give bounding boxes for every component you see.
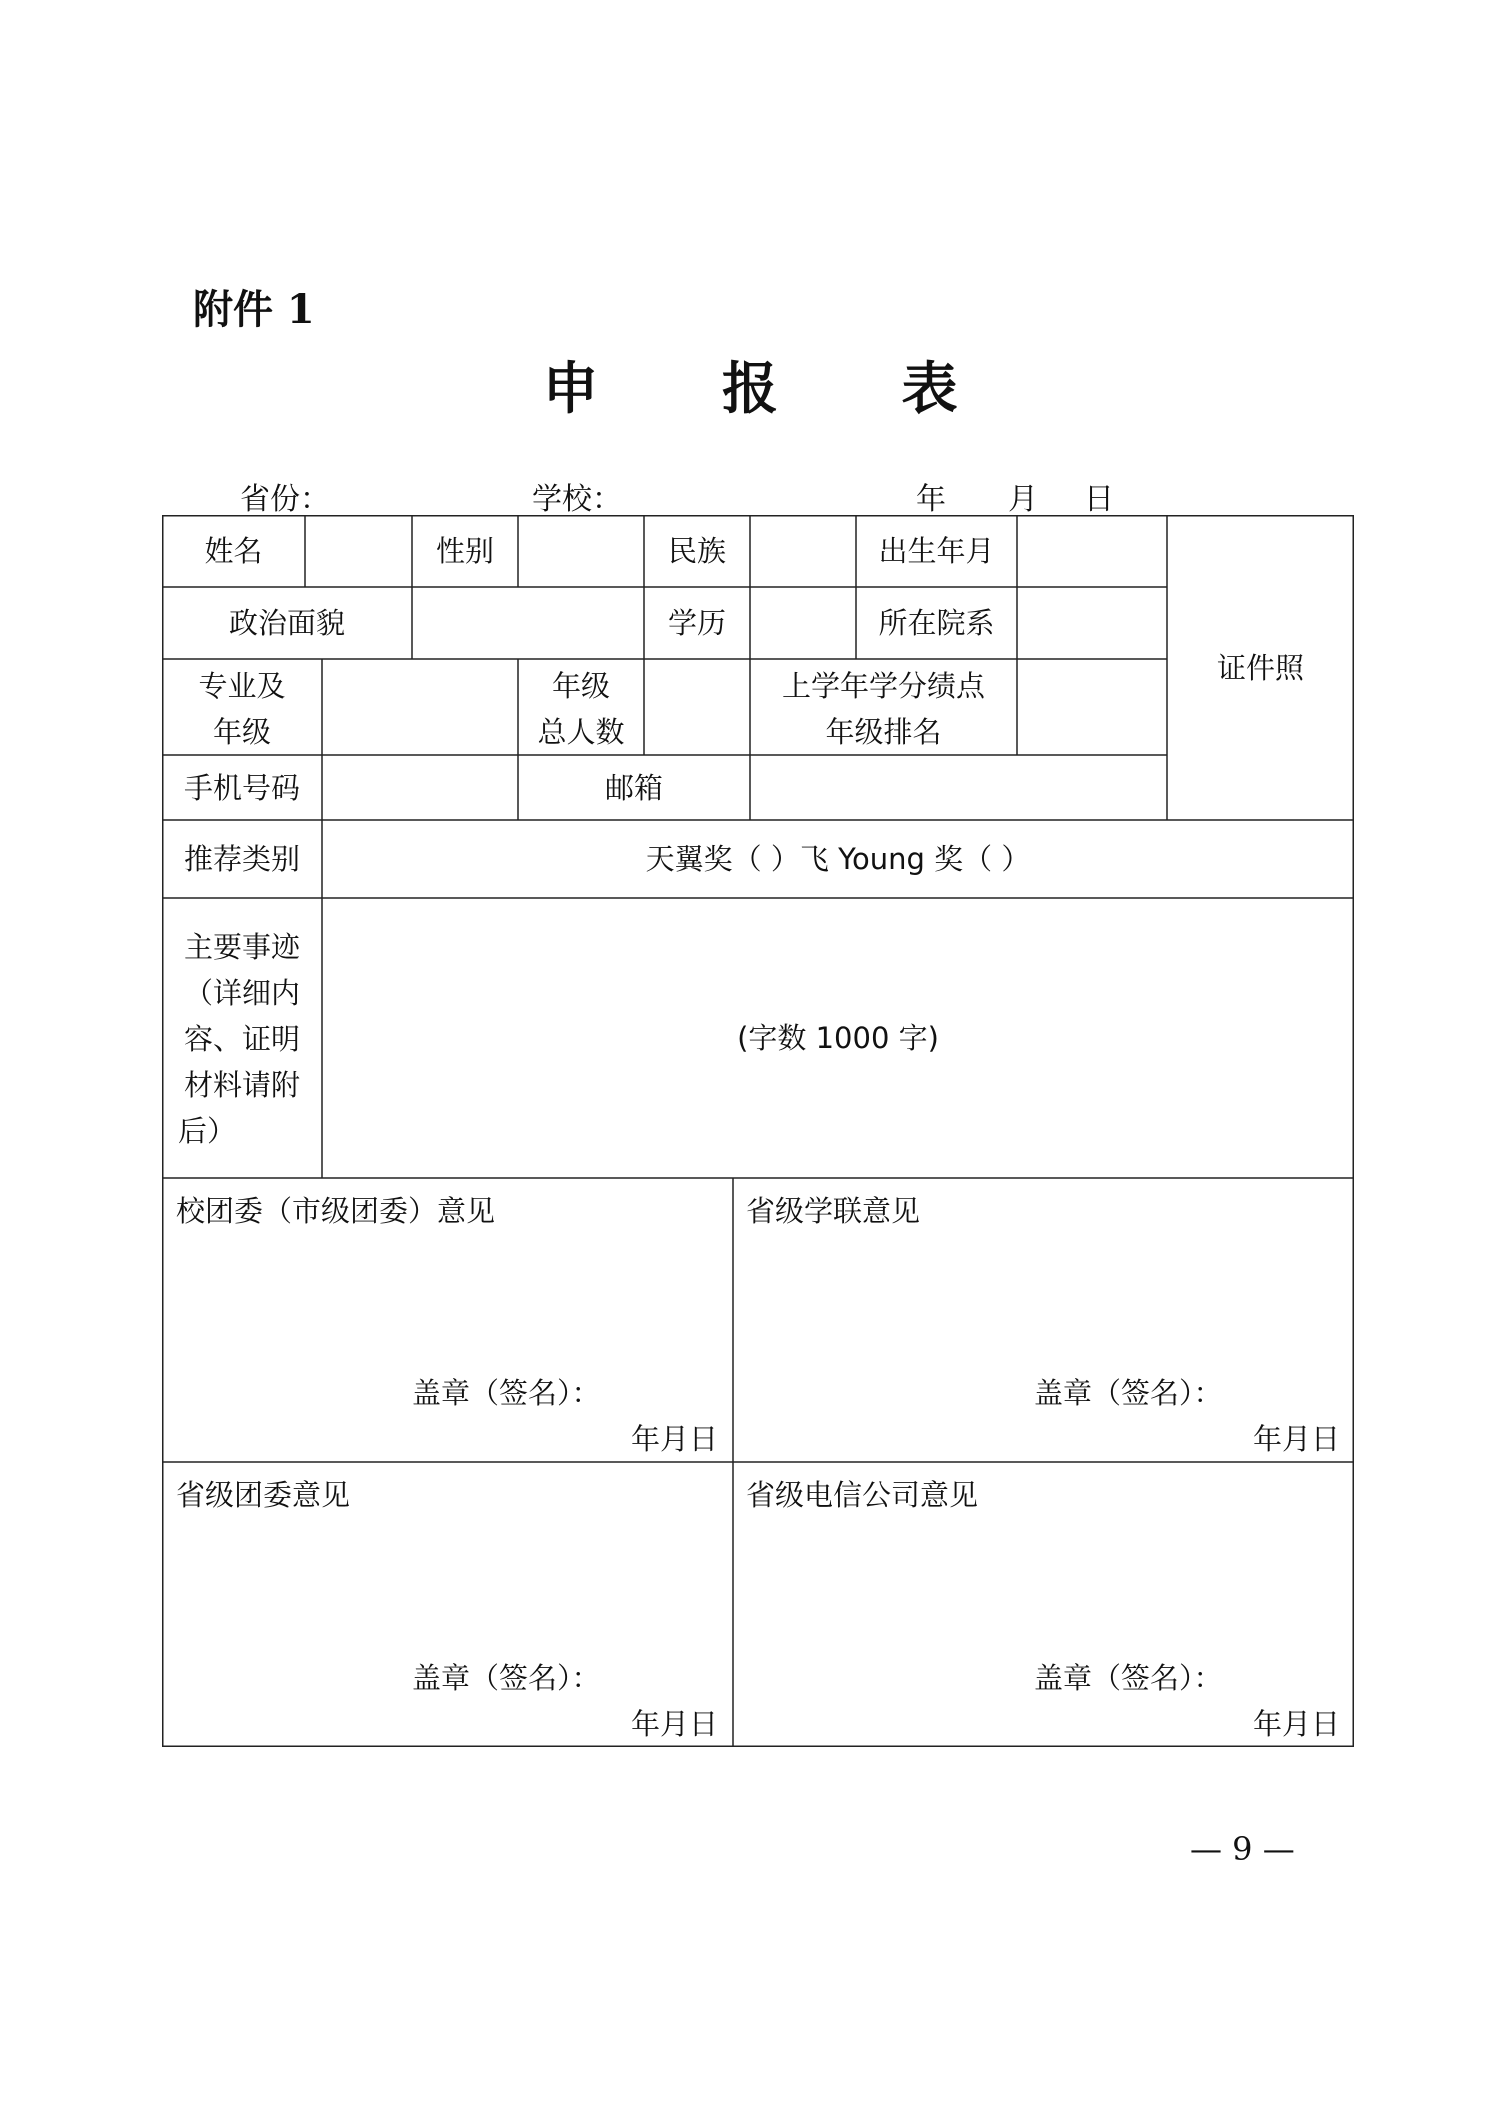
page-number: — 9 — [1190, 1830, 1295, 1868]
date-label: 年月日 [1252, 1422, 1340, 1456]
attachment-label: 附件 1 [193, 286, 315, 333]
phone-label: 手机号码 [183, 771, 300, 805]
provincial-union-opinion-label: 省级学联意见 [746, 1194, 921, 1228]
birth-label: 出生年月 [878, 534, 995, 568]
day-label: 日 [1084, 482, 1114, 517]
deeds-label-line1: 主要事迹 [183, 930, 300, 964]
deeds-word-limit: (字数 1000 字) [737, 1021, 939, 1055]
gpa-rank-label-line2: 年级排名 [825, 715, 942, 749]
provincial-league-opinion-label: 省级团委意见 [176, 1478, 351, 1512]
education-label: 学历 [667, 606, 726, 640]
category-value: 天翼奖（ ）飞 Young 奖（ ） [645, 842, 1031, 876]
grade-total-label-line2: 总人数 [537, 715, 625, 749]
date-label: 年月日 [630, 1422, 718, 1456]
seal-signature-label: 盖章（签名）： [1034, 1661, 1223, 1695]
year-label: 年 [916, 482, 946, 517]
seal-signature-label: 盖章（签名）： [412, 1376, 601, 1410]
photo-label: 证件照 [1216, 651, 1304, 685]
major-label-line1: 专业及 [198, 669, 286, 703]
gender-label: 性别 [435, 534, 494, 568]
ethnicity-label: 民族 [667, 534, 726, 568]
category-label: 推荐类别 [183, 842, 300, 876]
provincial-telecom-opinion-label: 省级电信公司意见 [746, 1478, 979, 1512]
deeds-label-line5: 后） [178, 1114, 237, 1148]
grade-total-label-line1: 年级 [551, 669, 610, 703]
seal-signature-label: 盖章（签名）： [1034, 1376, 1223, 1410]
application-form-table [162, 515, 1354, 1747]
gpa-rank-label-line1: 上学年学分绩点 [781, 669, 985, 703]
deeds-label-line2: （详细内 [183, 976, 300, 1010]
school-label: 学校： [532, 482, 622, 517]
political-label: 政治面貌 [228, 606, 345, 640]
school-league-opinion-label: 校团委（市级团委）意见 [176, 1194, 496, 1228]
deeds-label-line3: 容、证明 [183, 1022, 300, 1056]
department-label: 所在院系 [878, 606, 995, 640]
month-label: 月 [1008, 482, 1038, 517]
name-label: 姓名 [204, 534, 263, 568]
date-label: 年月日 [630, 1707, 718, 1741]
province-label: 省份： [240, 482, 330, 517]
email-label: 邮箱 [604, 771, 663, 805]
seal-signature-label: 盖章（签名）： [412, 1661, 601, 1695]
major-label-line2: 年级 [212, 715, 271, 749]
deeds-label-line4: 材料请附 [183, 1068, 300, 1102]
date-label: 年月日 [1252, 1707, 1340, 1741]
form-title: 申 报 表 [542, 357, 1010, 422]
